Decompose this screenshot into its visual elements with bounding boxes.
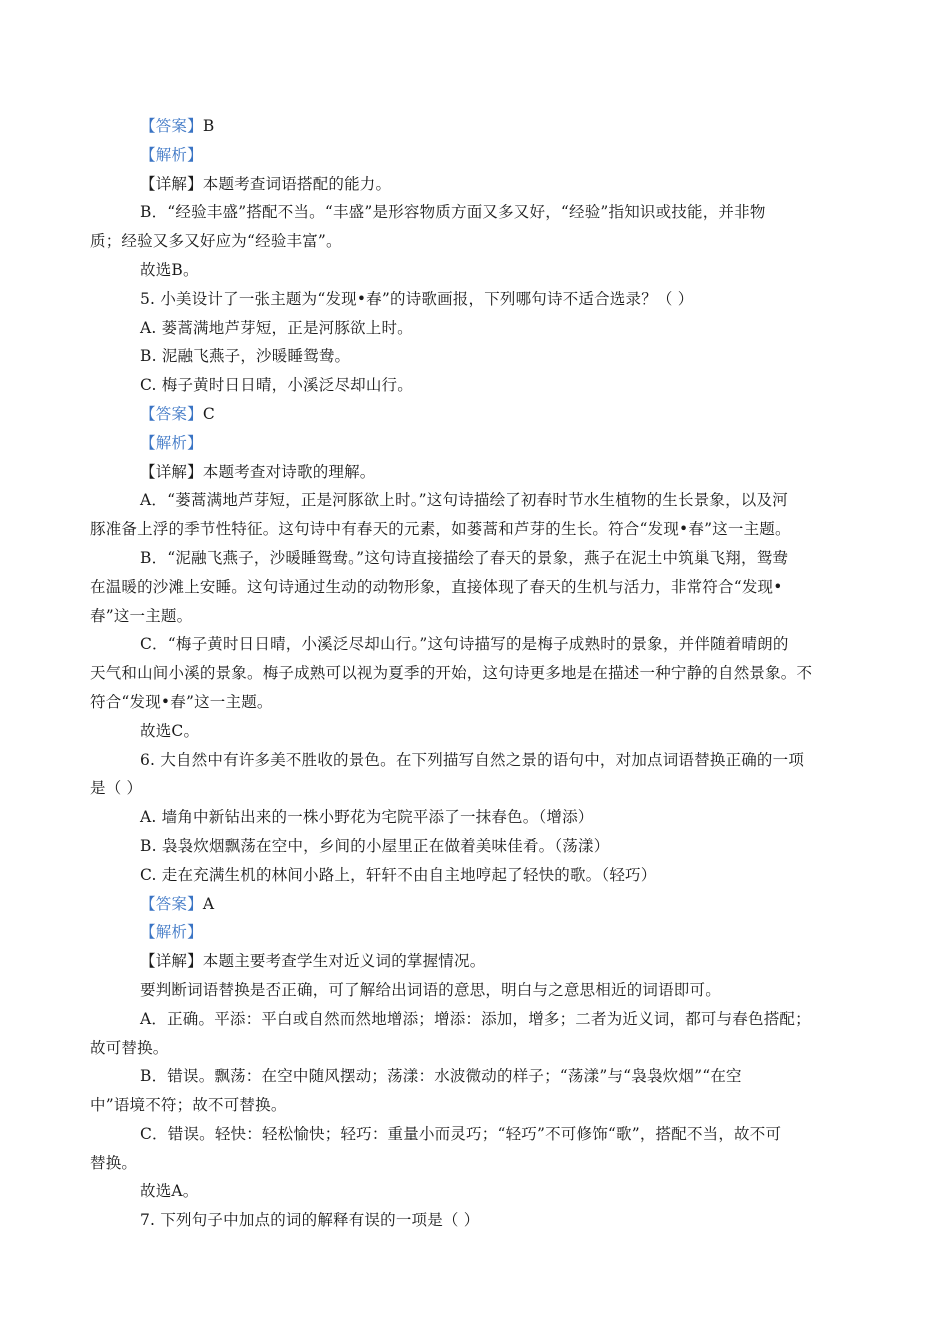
detail-text: 【详解】本题考查对诗歌的理解。 (140, 462, 376, 481)
analysis-label: 【解析】 (140, 145, 203, 164)
paragraph-line: 天气和山间小溪的景象。梅子成熟可以视为夏季的开始，这句诗更多地是在描述一种宁静的自然景象。不 (90, 664, 813, 683)
page-content (0, 112, 950, 1235)
option-c: C. 梅子黄时日日晴，小溪泛尽却山行。 (140, 376, 413, 395)
paragraph-line: 要判断词语替换是否正确，可了解给出词语的意思，明白与之意思相近的词语即可。 (140, 980, 721, 999)
paragraph-line: C．“梅子黄时日日晴，小溪泛尽却山行。”这句诗描写的是梅子成熟时的景象，并伴随着晴朗的 (140, 635, 789, 654)
question-5: 5. 小美设计了一张主题为“发现•春”的诗歌画报，下列哪句诗不适合选录？（ ） (140, 289, 694, 308)
paragraph-line: 故选A。 (140, 1182, 199, 1201)
paragraph-line: A．正确。平添：平白或自然而然地增添；增添：添加，增多；二者为近义词，都可与春色搭配； (140, 1009, 811, 1028)
question-7: 7. 下列句子中加点的词的解释有误的一项是（ ） (140, 1211, 480, 1230)
paragraph-line: 故选C。 (140, 721, 200, 740)
paragraph-line: 豚准备上浮的季节性特征。这句诗中有春天的元素，如蒌蒿和芦芽的生长。符合“发现•春”这一主题。 (90, 520, 791, 539)
paragraph-line: 中”语境不符；故不可替换。 (90, 1096, 287, 1115)
question-6: 6. 大自然中有许多美不胜收的景色。在下列描写自然之景的语句中，对加点词语替换正确的一项 (140, 750, 805, 769)
option-a: A. 蒌蒿满地芦芽短，正是河豚欲上时。 (140, 318, 413, 337)
paragraph-line: A．“蒌蒿满地芦芽短，正是河豚欲上时。”这句诗描绘了初春时节水生植物的生长景象，以及河 (140, 491, 788, 510)
paragraph-line: 符合“发现•春”这一主题。 (90, 692, 273, 711)
option-c: C. 走在充满生机的林间小路上，轩轩不由自主地哼起了轻快的歌。（轻巧） (140, 865, 657, 884)
analysis-label: 【解析】 (140, 433, 203, 452)
option-b: B. 袅袅炊烟飘荡在空中，乡间的小屋里正在做着美味佳肴。（荡漾） (140, 836, 610, 855)
paragraph-line: 质；经验又多又好应为“经验丰富”。 (90, 232, 342, 251)
answer-label-c: 【答案】C (140, 404, 215, 423)
analysis-label: 【解析】 (140, 923, 203, 942)
paragraph-line: 替换。 (90, 1153, 138, 1172)
option-b: B. 泥融飞燕子，沙暖睡鸳鸯。 (140, 347, 351, 366)
paragraph-line: 故选B。 (140, 260, 199, 279)
paragraph-line: 故可替换。 (90, 1038, 169, 1057)
paragraph-line: 春”这一主题。 (90, 606, 193, 625)
paragraph-line: B．“泥融飞燕子，沙暖睡鸳鸯。”这句诗直接描绘了春天的景象，燕子在泥土中筑巢飞翔，鸳鸯 (140, 548, 789, 567)
paragraph-line: 在温暖的沙滩上安睡。这句诗通过生动的动物形象，直接体现了春天的生机与活力，非常符合“发现• (90, 577, 783, 596)
paragraph-line: C．错误。轻快：轻松愉快；轻巧：重量小而灵巧；“轻巧”不可修饰“歌”，搭配不当，故不可 (140, 1124, 782, 1143)
option-a: A. 墙角中新钻出来的一株小野花为宅院平添了一抹春色。（增添） (140, 808, 594, 827)
answer-label-a: 【答案】A (140, 894, 215, 913)
question-6-cont: 是（ ） (90, 779, 143, 798)
detail-text: 【详解】本题考查词语搭配的能力。 (140, 174, 392, 193)
paragraph-line: B．“经验丰盛”搭配不当。“丰盛”是形容物质方面又多又好，“经验”指知识或技能，并非物 (140, 203, 766, 222)
answer-label-b: 【答案】B (140, 117, 215, 135)
paragraph-line: B．错误。飘荡：在空中随风摆动；荡漾：水波微动的样子；“荡漾”与“袅袅炊烟”“在空 (140, 1067, 742, 1086)
detail-text: 【详解】本题主要考查学生对近义词的掌握情况。 (140, 952, 486, 971)
